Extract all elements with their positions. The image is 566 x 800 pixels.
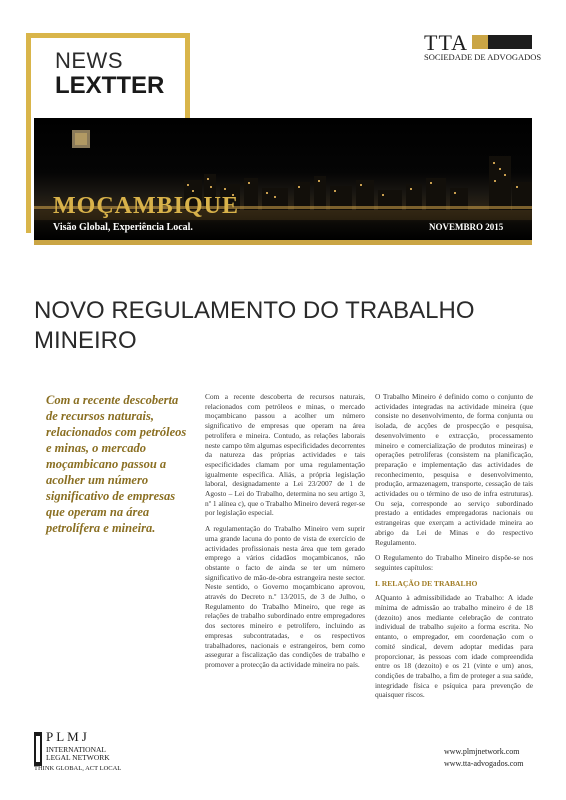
newsletter-word-news: NEWS (55, 48, 123, 73)
firm-logo-name: TTA (424, 30, 469, 55)
firm-logo-dark-bar (488, 35, 532, 49)
firm-subtitle: SOCIEDADE DE ADVOGADOS (424, 52, 542, 62)
firm-logo-gold-bar (472, 35, 488, 49)
article-lead: Com a recente descoberta de recursos naturais, relacionados com petróleos e minas, o mercado moçambicano passou a acolher um número significativo de empresas que operam na área petrolífera e mineira. (46, 393, 187, 535)
article-title: NOVO REGULAMENTO DO TRABALHO MINEIRO (34, 297, 475, 354)
paragraph: O Trabalho Mineiro é definido como o conjunto de actividades integradas na actividade mineira (que consiste no desenvolvimento, de forma conjunta ou isolada, de acções de prospecção e pesquisa, desenvolvimento e extracção, processamento mineiro e comercialização de produtos mineiras) e operações petrolíferas (consistem na planificação, preparação e implementação das actividades de reconhecimento, pesquisa e desenvolvimento, produção, armazenagem, transporte, cessação de tais actividades ou o término de uso de infra estruturas). Ou seja, corresponde ao serviço subordinado prestado a entidades empregadoras nacionais ou estrangeiras que exerçam a actividade mineira ao abrigo da Lei de Minas e do respectivo Regulamento. (375, 392, 533, 547)
network-line-1: INTERNATIONAL (46, 745, 106, 754)
newsletter-word-lextter: LEXTTER (55, 72, 165, 99)
paragraph: O Regulamento do Trabalho Mineiro dispõe-se nos seguintes capítulos: (375, 553, 533, 572)
country-heading: MOÇAMBIQUE (53, 193, 239, 219)
article-column-1 (205, 392, 365, 676)
firm-website-link[interactable]: www.tta-advogados.com (444, 759, 524, 768)
issue-date: NOVEMBRO 2015 (429, 222, 504, 232)
plmj-logo-icon (34, 732, 42, 766)
banner-gold-stripe (34, 240, 532, 245)
network-slogan: THINK GLOBAL, ACT LOCAL (34, 765, 122, 772)
network-logo-name: PLMJ (46, 729, 90, 744)
section-heading: I. RELAÇÃO DE TRABALHO (375, 578, 478, 588)
paragraph: A regulamentação do Trabalho Mineiro vem suprir uma grande lacuna do ponto de vista de exercício de actividades profissionais nesta área que tem gerado emprego a vários cidadãos moçambicanos, não obstante o facto de ainda se ter um número significativo de mão-de-obra estrangeira neste sector. Neste sentido, o Governo moçambicano aprovou, através do Decreto n.º 13/2015, de 3 de Julho, o Regulamento do Trabalho Mineiro, que rege as relações de trabalho subordinado entre empregadores dos sectores mineiro e petrolífero, incluindo as empresas subcontratadas, e os respectivos trabalhadores, nacionais e estrangeiros, bem como assegurar a fiscalização das condições de trabalho e promover a protecção da actividade mineira no país. (205, 524, 365, 669)
article-column-2 (375, 392, 533, 706)
paragraph: AQuanto à admissibilidade ao Trabalho: A idade mínima de admissão ao trabalho mineiro é de 18 (dezoito) anos mediante celebração de contrato individual de trabalho sujeito a forma escrita. No entanto, o empregador, em coordenação com o comité sindical, devem adoptar medidas para proporcionar, às pessoas com idade compreendida entre os 18 (dezoito) e os 21 (vinte e um) anos, condições de trabalho, a fim de proteger a sua saúde, integridade física e psíquica para prevenção de quaisquer riscos. (375, 593, 533, 700)
banner-tagline: Visão Global, Experiência Local. (53, 222, 193, 233)
paragraph: Com a recente descoberta de recursos naturais, relacionados com petróleos e minas, o mercado moçambicano passou a acolher um número significativo de empresas que operam na área petrolífera e mineira. Contudo, as relações laborais neste campo têm algumas especificidades decorrentes da natureza das próprias actividades e tais especificidades clamam por uma regulamentação igualmente específica. Aliás, a própria legislação laboral, designadamente a Lei 23/2007 de 1 de Agosto – Lei do Trabalho, determina no seu artigo 3, nº 1 alínea c), que o Trabalho Mineiro deverá reger-se por legislação especial. (205, 392, 365, 518)
network-website-link[interactable]: www.plmjnetwork.com (444, 747, 520, 756)
network-line-2: LEGAL NETWORK (46, 753, 110, 762)
